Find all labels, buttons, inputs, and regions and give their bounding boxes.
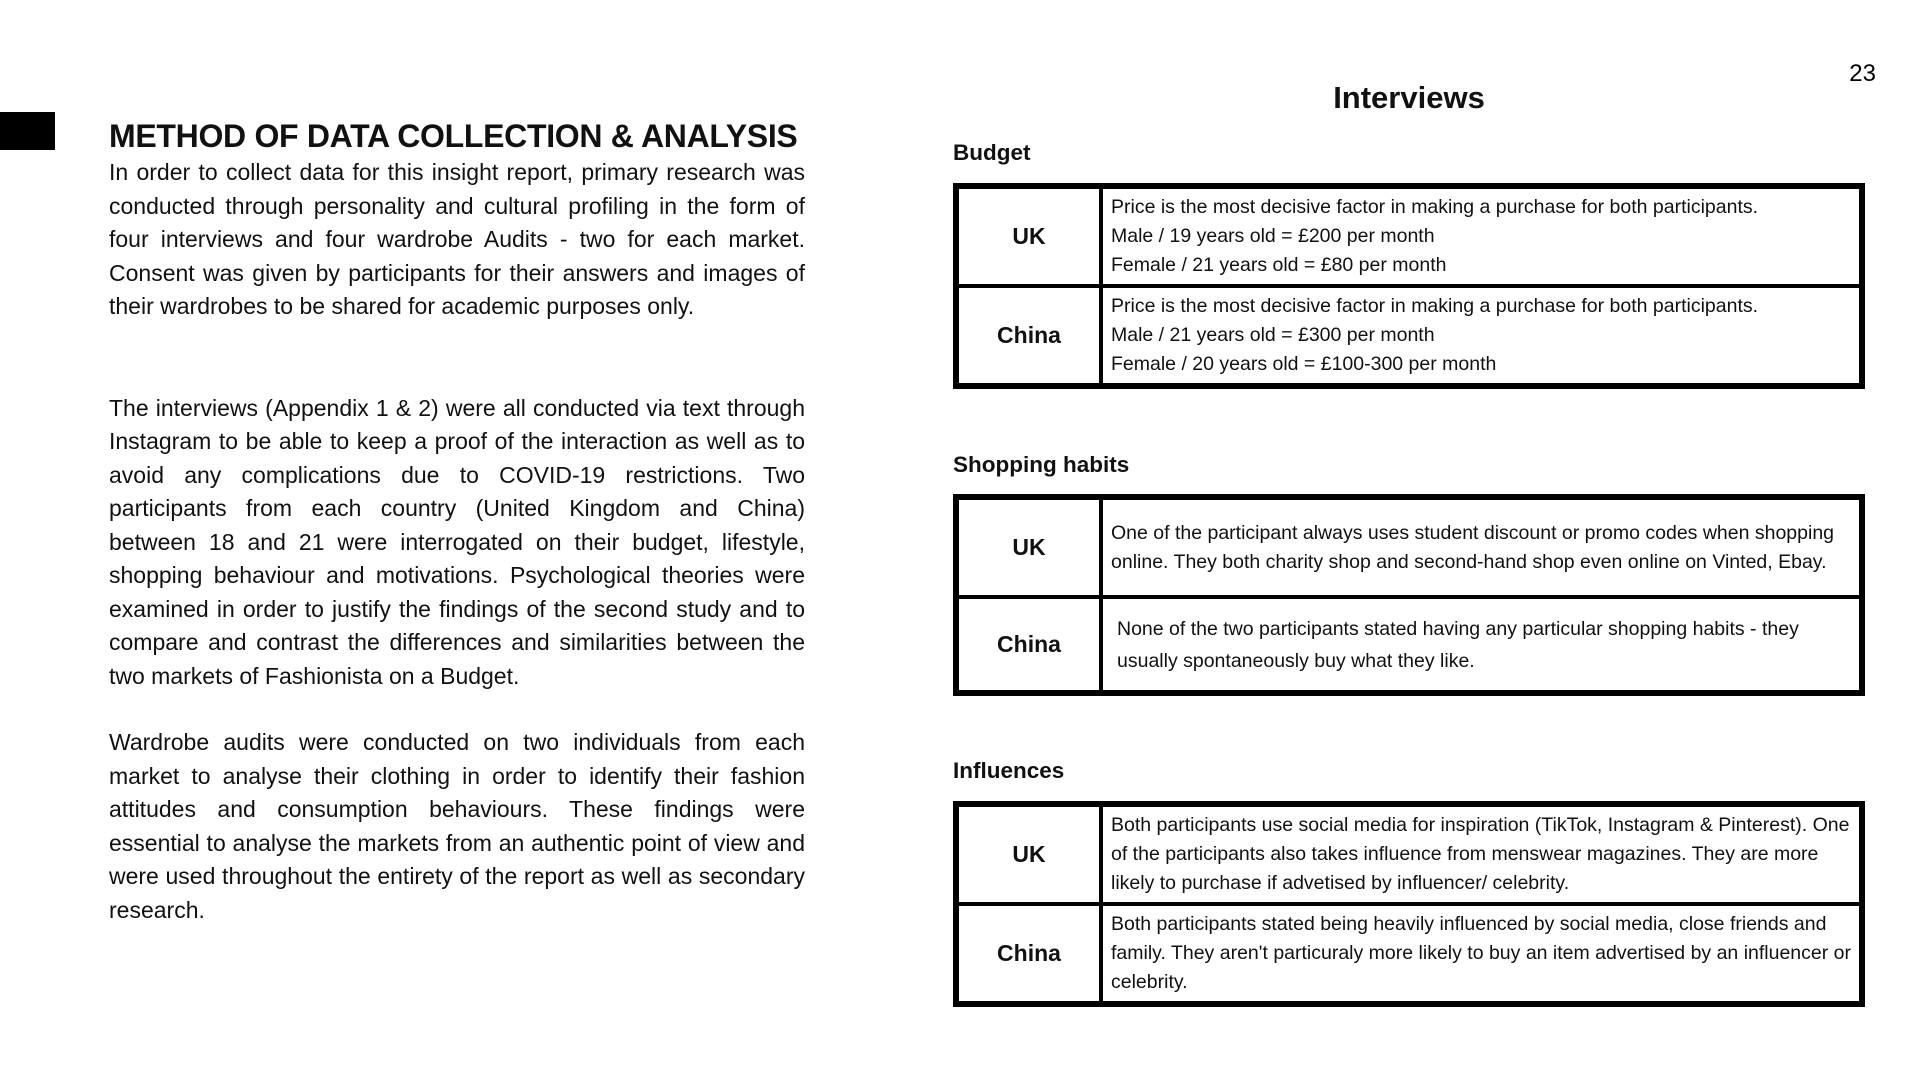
budget-table	[953, 183, 1865, 389]
description-cell: Both participants use social media for inspiration (TikTok, Instagram & Pinterest). One of the participants also takes influence from menswear magazines. They are more likely to purchase if advetised by influencer/ celebrity.	[1101, 804, 1862, 904]
description-line: Male / 21 years old = £300 per month	[1111, 324, 1435, 346]
table-row	[956, 597, 1862, 693]
section-marker	[0, 112, 55, 150]
interviews-title: Interviews	[1333, 80, 1485, 115]
method-paragraph-3: Wardrobe audits were conducted on two individuals from each market to analyse their clothing in order to identify their fashion attitudes and consumption behaviours. These findings were essential to analyse the markets from an authentic point of view and were used throughout the entirety of the report as well as secondary research.	[109, 729, 805, 923]
method-section	[109, 116, 805, 927]
table-row	[956, 286, 1862, 386]
description-cell: Both participants stated being heavily influenced by social media, close friends and family. They aren't particuraly more likely to buy an item advertised by an influencer or celebrity.	[1101, 904, 1862, 1004]
description-line: Male / 19 years old = £200 per month	[1111, 225, 1435, 247]
description-line: Female / 20 years old = £100-300 per month	[1111, 353, 1497, 375]
method-paragraph-2: The interviews (Appendix 1 & 2) were all conducted via text through Instagram to be able to keep a proof of the interaction as well as to avoid any complications due to COVID-19 restrictions. Two participants from each country (United Kingdom and China) between 18 and 21 were interrogated on their budget, lifestyle, shopping behaviour and motivations. Psychological theories were examined in order to justify the findings of the second study and to compare and contrast the differences and similarities between the two markets of Fashionista on a Budget.	[109, 394, 805, 689]
budget-title: Budget	[953, 140, 1031, 165]
country-cell: China	[956, 904, 1101, 1004]
description-cell	[1101, 286, 1862, 386]
country-cell: UK	[956, 497, 1101, 597]
table-row	[956, 497, 1862, 597]
table-row	[956, 186, 1862, 286]
table-row	[956, 804, 1862, 904]
description-cell: One of the participant always uses student discount or promo codes when shopping online. They both charity shop and second-hand shop even online on Vinted, Ebay.	[1101, 497, 1862, 597]
method-paragraph-1: In order to collect data for this insight report, primary research was conducted through personality and cultural profiling in the form of four interviews and four wardrobe Audits - two for each market. Consent was given by participants for their answers and images of their wardrobes to be shared for academic purposes only.	[109, 159, 805, 319]
influences-table	[953, 801, 1865, 1007]
country-cell: China	[956, 597, 1101, 693]
country-cell: China	[956, 286, 1101, 386]
description-line: Price is the most decisive factor in making a purchase for both participants.	[1111, 295, 1759, 317]
country-cell: UK	[956, 186, 1101, 286]
description-cell	[1101, 186, 1862, 286]
country-cell: UK	[956, 804, 1101, 904]
shopping-habits-table	[953, 494, 1865, 696]
description-line: Female / 21 years old = £80 per month	[1111, 254, 1447, 276]
description-line: Price is the most decisive factor in making a purchase for both participants.	[1111, 196, 1759, 218]
description-cell: None of the two participants stated having any particular shopping habits - they usually spontaneously buy what they like.	[1101, 597, 1862, 693]
page-number: 23	[1849, 60, 1876, 87]
method-heading: METHOD OF DATA COLLECTION & ANALYSIS	[109, 118, 798, 154]
table-row	[956, 904, 1862, 1004]
influences-title: Influences	[953, 758, 1065, 783]
shopping-habits-title: Shopping habits	[953, 452, 1130, 477]
